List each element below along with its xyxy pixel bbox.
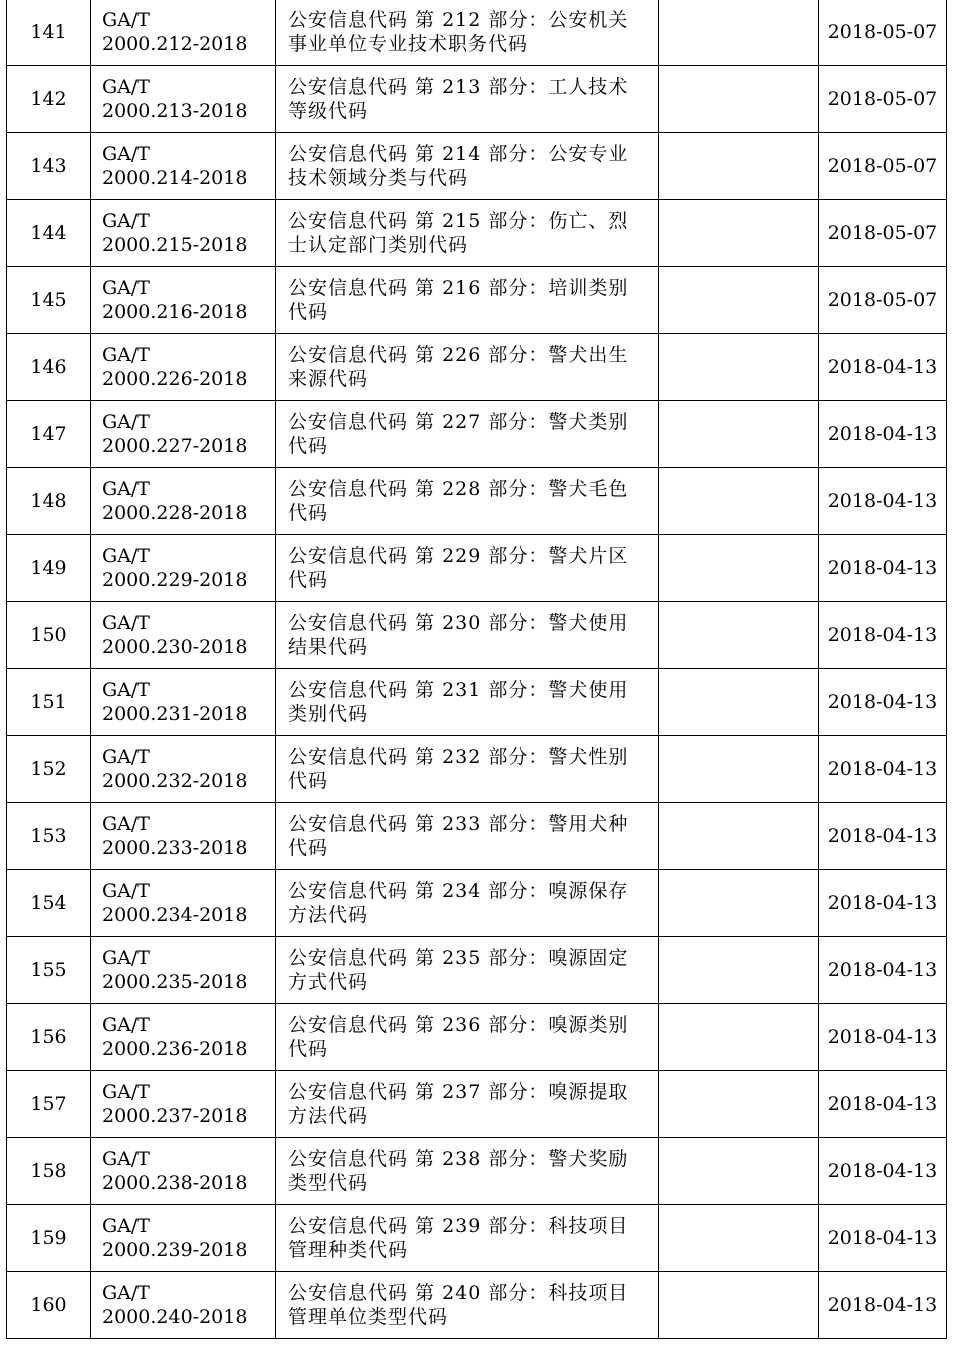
release-date: 2018-05-07 [819,133,947,200]
table-row [7,803,947,870]
release-date: 2018-04-13 [819,1272,947,1339]
standard-code-number: 2000.213-2018 [102,100,248,122]
remark-cell [659,669,819,736]
standard-code-cell [91,1272,276,1339]
standard-code-cell [91,200,276,267]
remark-cell [659,870,819,937]
standard-name: 公安信息代码 第 239 部分：科技项目管理种类代码 [288,1215,629,1261]
remark-cell [659,1004,819,1071]
standard-name: 公安信息代码 第 215 部分：伤亡、烈士认定部门类别代码 [288,210,629,256]
standard-code-number: 2000.234-2018 [102,904,248,926]
release-date: 2018-04-13 [819,803,947,870]
remark-cell [659,1071,819,1138]
row-number: 148 [7,468,91,535]
standard-code-cell [91,66,276,133]
release-date: 2018-04-13 [819,736,947,803]
standard-code-prefix: GA/T [102,813,150,835]
standard-name-cell [276,1071,659,1138]
standard-code-prefix: GA/T [102,612,150,634]
standard-name-cell [276,1004,659,1071]
standard-name: 公安信息代码 第 234 部分：嗅源保存方法代码 [288,880,629,926]
standard-name: 公安信息代码 第 238 部分：警犬奖励类型代码 [288,1148,629,1194]
release-date: 2018-04-13 [819,1138,947,1205]
release-date: 2018-04-13 [819,535,947,602]
release-date: 2018-04-13 [819,1205,947,1272]
row-number: 150 [7,602,91,669]
standard-code-cell [91,0,276,66]
row-number: 160 [7,1272,91,1339]
standard-code-prefix: GA/T [102,143,150,165]
standard-name: 公安信息代码 第 231 部分：警犬使用类别代码 [288,679,629,725]
table-row [7,1138,947,1205]
standard-name-cell [276,803,659,870]
standard-code-number: 2000.226-2018 [102,368,248,390]
row-number: 159 [7,1205,91,1272]
standard-code-prefix: GA/T [102,1282,150,1304]
row-number: 154 [7,870,91,937]
release-date: 2018-05-07 [819,0,947,66]
standard-code-cell [91,1071,276,1138]
standard-code-cell [91,602,276,669]
standard-name: 公安信息代码 第 232 部分：警犬性别代码 [288,746,629,792]
row-number: 144 [7,200,91,267]
row-number: 142 [7,66,91,133]
standard-name-cell [276,267,659,334]
standard-name: 公安信息代码 第 216 部分：培训类别代码 [288,277,629,323]
remark-cell [659,267,819,334]
row-number: 141 [7,0,91,66]
row-number: 143 [7,133,91,200]
release-date: 2018-04-13 [819,1071,947,1138]
row-number: 151 [7,669,91,736]
standard-name: 公安信息代码 第 237 部分：嗅源提取方法代码 [288,1081,629,1127]
remark-cell [659,1272,819,1339]
standard-code-number: 2000.240-2018 [102,1306,248,1328]
standard-name-cell [276,66,659,133]
row-number: 147 [7,401,91,468]
remark-cell [659,0,819,66]
table-row [7,535,947,602]
standard-code-prefix: GA/T [102,411,150,433]
standard-code-number: 2000.212-2018 [102,33,248,55]
table-row [7,937,947,1004]
standard-code-cell [91,334,276,401]
table-row [7,1205,947,1272]
standard-name-cell [276,401,659,468]
standard-code-prefix: GA/T [102,277,150,299]
standard-code-number: 2000.227-2018 [102,435,248,457]
standards-table [6,0,947,1339]
table-row [7,200,947,267]
standard-code-prefix: GA/T [102,746,150,768]
standard-name-cell [276,200,659,267]
standard-code-number: 2000.233-2018 [102,837,248,859]
remark-cell [659,133,819,200]
standard-name: 公安信息代码 第 229 部分：警犬片区代码 [288,545,629,591]
release-date: 2018-04-13 [819,468,947,535]
table-row [7,1071,947,1138]
remark-cell [659,66,819,133]
row-number: 153 [7,803,91,870]
remark-cell [659,200,819,267]
remark-cell [659,401,819,468]
standard-name-cell [276,937,659,1004]
table-row [7,401,947,468]
release-date: 2018-04-13 [819,602,947,669]
row-number: 149 [7,535,91,602]
standard-name-cell [276,133,659,200]
standard-code-cell [91,468,276,535]
table-row [7,736,947,803]
standard-code-cell [91,870,276,937]
remark-cell [659,1205,819,1272]
release-date: 2018-05-07 [819,66,947,133]
standard-code-number: 2000.230-2018 [102,636,248,658]
standard-name-cell [276,602,659,669]
standard-code-number: 2000.235-2018 [102,971,248,993]
standard-name-cell [276,468,659,535]
table-row [7,1272,947,1339]
table-row [7,0,947,66]
standard-name-cell [276,535,659,602]
release-date: 2018-05-07 [819,267,947,334]
standard-name: 公安信息代码 第 236 部分：嗅源类别代码 [288,1014,629,1060]
standard-code-number: 2000.215-2018 [102,234,248,256]
release-date: 2018-04-13 [819,1004,947,1071]
release-date: 2018-05-07 [819,200,947,267]
standard-name-cell [276,1272,659,1339]
standard-code-number: 2000.239-2018 [102,1239,248,1261]
standard-code-cell [91,937,276,1004]
standard-name-cell [276,1205,659,1272]
standard-code-number: 2000.228-2018 [102,502,248,524]
row-number: 145 [7,267,91,334]
standard-code-prefix: GA/T [102,1014,150,1036]
release-date: 2018-04-13 [819,334,947,401]
standard-name: 公安信息代码 第 214 部分：公安专业技术领域分类与代码 [288,143,629,189]
standard-code-prefix: GA/T [102,344,150,366]
table-row [7,66,947,133]
row-number: 152 [7,736,91,803]
standard-name-cell [276,0,659,66]
standard-name: 公安信息代码 第 233 部分：警用犬种代码 [288,813,629,859]
standard-code-number: 2000.229-2018 [102,569,248,591]
standard-code-prefix: GA/T [102,9,150,31]
standard-name: 公安信息代码 第 240 部分：科技项目管理单位类型代码 [288,1282,629,1328]
remark-cell [659,736,819,803]
standard-name-cell [276,870,659,937]
standard-name: 公安信息代码 第 212 部分：公安机关事业单位专业技术职务代码 [288,9,629,55]
standard-name: 公安信息代码 第 235 部分：嗅源固定方式代码 [288,947,629,993]
table-row [7,1004,947,1071]
standard-name: 公安信息代码 第 227 部分：警犬类别代码 [288,411,629,457]
release-date: 2018-04-13 [819,401,947,468]
standard-code-cell [91,401,276,468]
standard-code-cell [91,1138,276,1205]
table-row [7,133,947,200]
row-number: 156 [7,1004,91,1071]
standard-name: 公安信息代码 第 230 部分：警犬使用结果代码 [288,612,629,658]
standard-code-cell [91,1205,276,1272]
standard-code-prefix: GA/T [102,1148,150,1170]
standard-code-number: 2000.214-2018 [102,167,248,189]
remark-cell [659,602,819,669]
remark-cell [659,803,819,870]
table-row [7,468,947,535]
standard-code-prefix: GA/T [102,545,150,567]
standard-name-cell [276,1138,659,1205]
table-row [7,267,947,334]
standard-code-prefix: GA/T [102,210,150,232]
standard-name-cell [276,334,659,401]
row-number: 155 [7,937,91,1004]
standard-code-prefix: GA/T [102,1215,150,1237]
standard-code-number: 2000.231-2018 [102,703,248,725]
standard-code-prefix: GA/T [102,679,150,701]
row-number: 158 [7,1138,91,1205]
standard-code-cell [91,736,276,803]
table-row [7,334,947,401]
standard-code-prefix: GA/T [102,947,150,969]
remark-cell [659,468,819,535]
standard-name-cell [276,669,659,736]
standards-table-body [7,0,947,1339]
standard-code-prefix: GA/T [102,880,150,902]
table-row [7,669,947,736]
standard-code-number: 2000.238-2018 [102,1172,248,1194]
standard-code-prefix: GA/T [102,76,150,98]
release-date: 2018-04-13 [819,870,947,937]
standard-code-number: 2000.232-2018 [102,770,248,792]
standard-code-number: 2000.236-2018 [102,1038,248,1060]
standard-code-cell [91,803,276,870]
standard-code-cell [91,267,276,334]
release-date: 2018-04-13 [819,937,947,1004]
standard-name-cell [276,736,659,803]
standard-code-number: 2000.216-2018 [102,301,248,323]
remark-cell [659,535,819,602]
standard-code-cell [91,133,276,200]
standard-code-number: 2000.237-2018 [102,1105,248,1127]
row-number: 157 [7,1071,91,1138]
table-row [7,870,947,937]
row-number: 146 [7,334,91,401]
standard-code-prefix: GA/T [102,1081,150,1103]
standard-code-cell [91,535,276,602]
standard-name: 公安信息代码 第 213 部分：工人技术等级代码 [288,76,629,122]
table-row [7,602,947,669]
standard-code-cell [91,1004,276,1071]
remark-cell [659,937,819,1004]
release-date: 2018-04-13 [819,669,947,736]
remark-cell [659,334,819,401]
standard-code-prefix: GA/T [102,478,150,500]
standard-name: 公安信息代码 第 226 部分：警犬出生来源代码 [288,344,629,390]
standard-name: 公安信息代码 第 228 部分：警犬毛色代码 [288,478,629,524]
standard-code-cell [91,669,276,736]
remark-cell [659,1138,819,1205]
